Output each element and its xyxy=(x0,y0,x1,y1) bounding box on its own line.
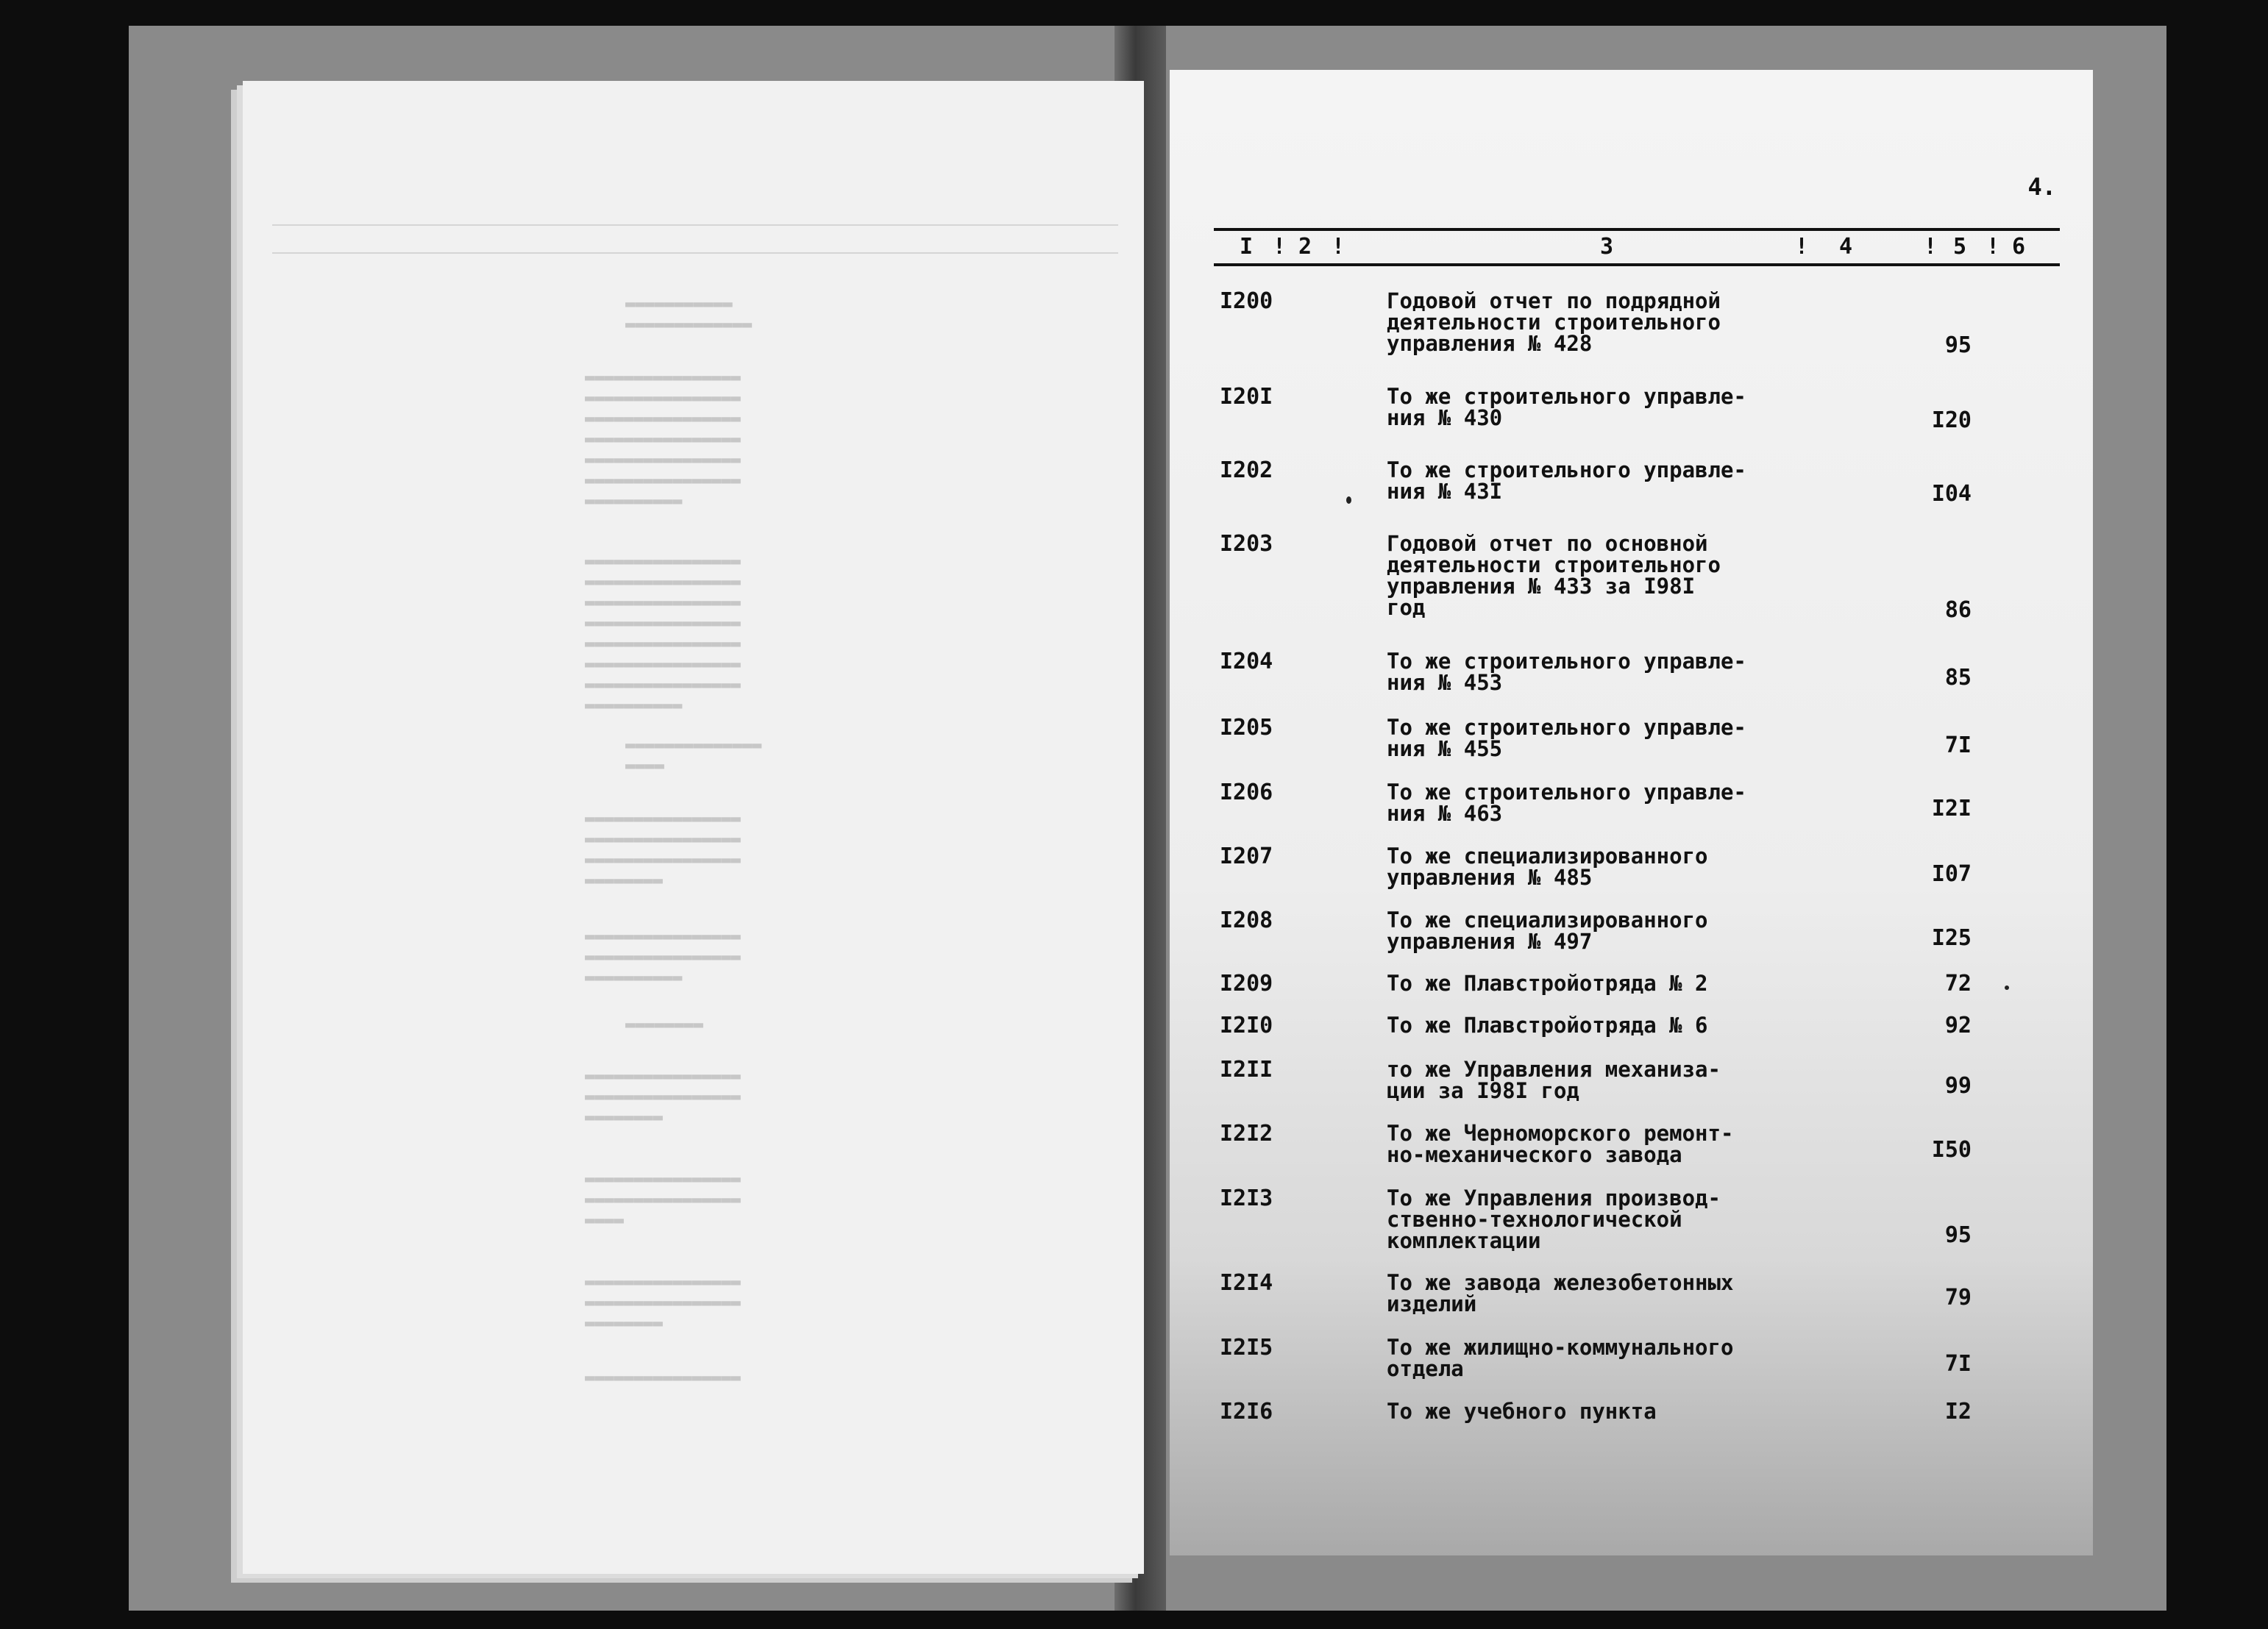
item-number: I203 xyxy=(1220,531,1273,557)
item-number: I209 xyxy=(1220,971,1273,997)
sheet-count: I04 xyxy=(1931,481,1972,507)
item-number: I2I3 xyxy=(1220,1186,1273,1211)
item-number: I205 xyxy=(1220,715,1273,741)
left-page xyxy=(243,81,1144,1574)
item-title: То же строительного управле- ния № 430 xyxy=(1387,384,1746,430)
item-number: I2I6 xyxy=(1220,1399,1273,1425)
sheet-count: 95 xyxy=(1944,1222,1972,1248)
ink-speck xyxy=(1346,496,1351,504)
faded-text: ▬▬▬▬▬▬▬▬▬▬▬▬▬▬▬▬ ▬▬▬▬▬▬▬▬▬▬▬▬▬▬▬▬ ▬▬▬▬▬▬▬▬▬▬▬▬▬▬▬▬ ▬▬▬▬▬▬▬▬▬▬▬▬▬▬▬▬ ▬▬▬▬▬▬▬▬▬▬▬▬▬▬▬▬ ▬▬▬▬▬▬▬▬▬▬▬▬▬▬▬▬ ▬▬▬▬▬▬▬▬▬▬ xyxy=(585,368,741,510)
right-page xyxy=(1170,70,2093,1555)
faded-text: ▬▬▬▬▬▬▬▬▬▬▬▬▬▬ ▬▬▬▬ xyxy=(625,736,762,775)
item-title: Годовой отчет по подрядной деятельности строительного управления № 428 xyxy=(1387,288,1721,356)
sheet-count: I20 xyxy=(1931,407,1972,433)
item-title: То же строительного управле- ния № 453 xyxy=(1387,649,1746,695)
sheet-count: 99 xyxy=(1944,1073,1972,1099)
item-number: I202 xyxy=(1220,457,1273,483)
faded-text: ▬▬▬▬▬▬▬▬▬▬▬▬▬▬▬▬ xyxy=(585,1369,741,1387)
column-separator: ! xyxy=(1924,234,1938,260)
item-number: I2I0 xyxy=(1220,1013,1273,1038)
column-separator: ! xyxy=(1332,234,1345,260)
sheet-count: 86 xyxy=(1944,597,1972,623)
column-header-3: 3 xyxy=(1600,234,1614,260)
sheet-count: 92 xyxy=(1944,1013,1972,1038)
item-title: То же строительного управле- ния № 463 xyxy=(1387,780,1746,826)
sheet-count: 72 xyxy=(1944,971,1972,997)
item-title: То же Управления производ- ственно-технологической комплектации xyxy=(1387,1186,1721,1253)
item-number: I208 xyxy=(1220,908,1273,933)
faded-text: ▬▬▬▬▬▬▬▬▬▬▬▬▬▬▬▬ ▬▬▬▬▬▬▬▬▬▬▬▬▬▬▬▬ ▬▬▬▬▬▬▬▬ xyxy=(585,1067,741,1127)
item-number: I20I xyxy=(1220,384,1273,410)
item-title: То же учебного пункта xyxy=(1387,1399,1657,1424)
faded-text: ▬▬▬▬▬▬▬▬▬▬▬▬▬▬▬▬ ▬▬▬▬▬▬▬▬▬▬▬▬▬▬▬▬ ▬▬▬▬▬▬▬▬▬▬▬▬▬▬▬▬ ▬▬▬▬▬▬▬▬▬▬▬▬▬▬▬▬ ▬▬▬▬▬▬▬▬▬▬▬▬▬▬▬▬ ▬▬▬▬▬▬▬▬▬▬▬▬▬▬▬▬ ▬▬▬▬▬▬▬▬▬▬▬▬▬▬▬▬ ▬▬▬▬▬▬▬▬▬▬ xyxy=(585,552,741,715)
sheet-count: I2I xyxy=(1931,796,1972,821)
column-separator: ! xyxy=(1986,234,2000,260)
sheet-count: 7I xyxy=(1944,732,1972,758)
item-number: I204 xyxy=(1220,649,1273,674)
column-header-6: 6 xyxy=(2012,234,2026,260)
item-number: I2I5 xyxy=(1220,1335,1273,1361)
column-header-1: I xyxy=(1240,234,1254,260)
sheet-count: 79 xyxy=(1944,1285,1972,1311)
item-title: то же Управления механиза- ции за I98I год xyxy=(1387,1057,1721,1103)
faded-text: ▬▬▬▬▬▬▬▬▬▬▬▬▬▬▬▬ ▬▬▬▬▬▬▬▬▬▬▬▬▬▬▬▬ ▬▬▬▬▬▬▬▬▬▬▬▬▬▬▬▬ ▬▬▬▬▬▬▬▬ xyxy=(585,810,741,890)
item-title: То же Плавстройотряда № 2 xyxy=(1387,971,1708,996)
item-title: То же завода железобетонных изделий xyxy=(1387,1270,1734,1316)
faded-text: ▬▬▬▬▬▬▬▬ xyxy=(625,1016,703,1034)
item-number: I2II xyxy=(1220,1057,1273,1083)
table-header xyxy=(1214,228,2060,266)
column-header-5: 5 xyxy=(1953,234,1967,260)
item-number: I206 xyxy=(1220,780,1273,805)
faded-text: ▬▬▬▬▬▬▬▬▬▬▬▬▬▬▬▬ ▬▬▬▬▬▬▬▬▬▬▬▬▬▬▬▬ ▬▬▬▬▬▬▬▬ xyxy=(585,1273,741,1333)
sheet-count: I07 xyxy=(1931,861,1972,887)
item-title: То же специализированного управления № 485 xyxy=(1387,844,1708,890)
sheet-count: 7I xyxy=(1944,1351,1972,1377)
left-page-faded-header xyxy=(272,224,1118,254)
item-title: Годовой отчет по основной деятельности строительного управления № 433 за I98I год xyxy=(1387,531,1721,620)
sheet-count: 95 xyxy=(1944,332,1972,358)
column-separator: ! xyxy=(1795,234,1809,260)
faded-text: ▬▬▬▬▬▬▬▬▬▬▬ ▬▬▬▬▬▬▬▬▬▬▬▬▬ xyxy=(625,295,753,334)
item-number: I200 xyxy=(1220,288,1273,314)
item-number: I2I4 xyxy=(1220,1270,1273,1296)
sheet-count: 85 xyxy=(1944,665,1972,691)
item-title: То же жилищно-коммунального отдела xyxy=(1387,1335,1734,1381)
item-number: I2I2 xyxy=(1220,1121,1273,1147)
item-number: I207 xyxy=(1220,844,1273,869)
faded-text: ▬▬▬▬▬▬▬▬▬▬▬▬▬▬▬▬ ▬▬▬▬▬▬▬▬▬▬▬▬▬▬▬▬ ▬▬▬▬▬▬▬▬▬▬ xyxy=(585,927,741,987)
item-title: То же строительного управле- ния № 455 xyxy=(1387,715,1746,761)
item-title: То же Плавстройотряда № 6 xyxy=(1387,1013,1708,1038)
page-number: 4. xyxy=(2027,173,2056,201)
column-header-4: 4 xyxy=(1839,234,1853,260)
column-separator: ! xyxy=(1273,234,1287,260)
column-header-2: 2 xyxy=(1298,234,1312,260)
sheet-count: I50 xyxy=(1931,1137,1972,1163)
item-title: То же строительного управле- ния № 43I xyxy=(1387,457,1746,504)
sheet-count: I2 xyxy=(1944,1399,1972,1425)
item-title: То же Черноморского ремонт- но-механического завода xyxy=(1387,1121,1734,1167)
faded-text: ▬▬▬▬▬▬▬▬▬▬▬▬▬▬▬▬ ▬▬▬▬▬▬▬▬▬▬▬▬▬▬▬▬ ▬▬▬▬ xyxy=(585,1170,741,1230)
ink-speck xyxy=(2005,985,2009,990)
item-title: То же специализированного управления № 497 xyxy=(1387,908,1708,954)
sheet-count: I25 xyxy=(1931,925,1972,951)
